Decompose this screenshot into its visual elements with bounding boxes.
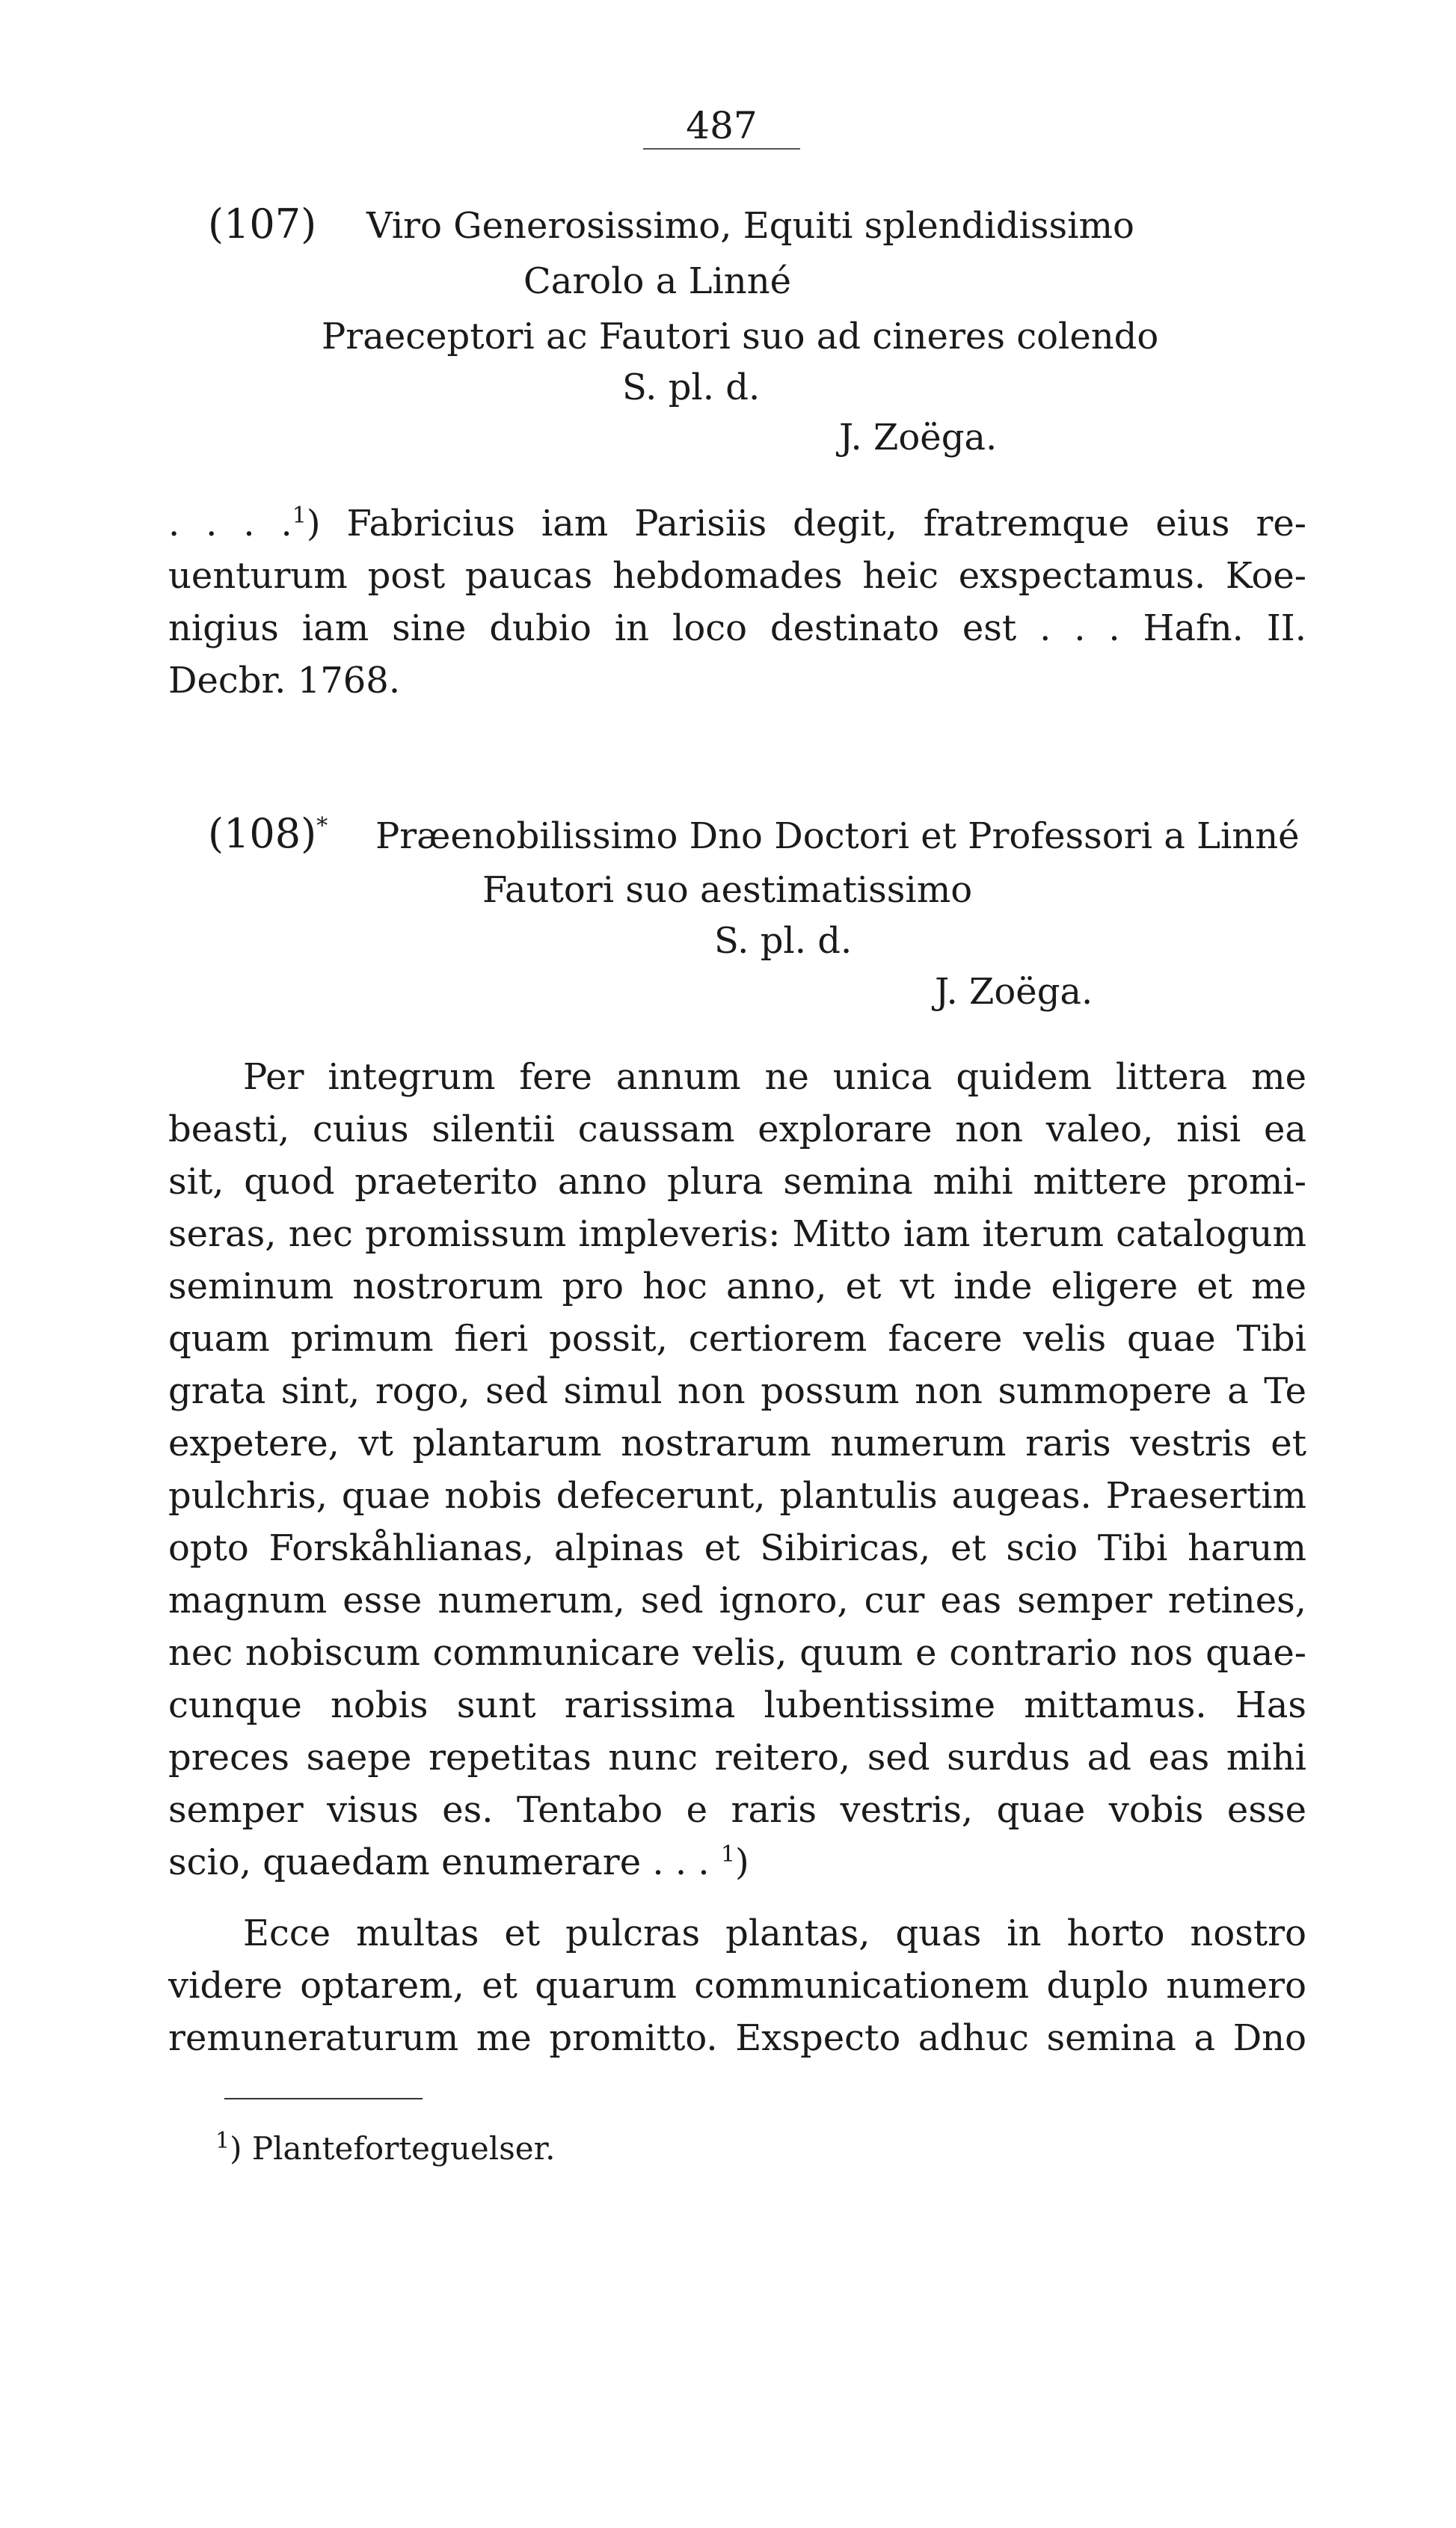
- letter-108-body-line: scio, quaedam enumerare . . . $^1$): [168, 1841, 749, 1883]
- letter-108-body-line: Per integrum fere annum ne unica quidem littera me: [243, 1056, 1306, 1098]
- letter-107-heading-line: Praeceptori ac Fautori suo ad cineres colendo: [322, 316, 1159, 358]
- page-number: 487: [643, 103, 800, 150]
- letter-108-body-line: videre optarem, et quarum communicationem duplo numero: [168, 1965, 1306, 2007]
- letter-108-body-line: nec nobiscum communicare velis, quum e contrario nos quae-: [168, 1632, 1306, 1674]
- letter-107-body-line: Decbr. 1768.: [168, 660, 401, 702]
- footnote-marker: 1: [215, 2128, 230, 2154]
- letter-108-body-line: quam primum fieri possit, certiorem facere velis quae Tibi: [168, 1318, 1306, 1360]
- letter-108-heading-line: Fautori suo aestimatissimo: [482, 869, 973, 911]
- letter-107-number: (107): [208, 200, 317, 248]
- letter-107-body-line: uenturum post paucas hebdomades heic exspectamus. Koe-: [168, 555, 1306, 597]
- letter-107-heading-line: Viro Generosissimo, Equiti splendidissimo: [366, 205, 1134, 247]
- footnote-ref: 1: [292, 503, 307, 529]
- letter-108-body-line: seras, nec promissum impleveris: Mitto iam iterum catalogum: [168, 1213, 1306, 1255]
- letter-108-body-line: expetere, vt plantarum nostrarum numerum raris vestris et: [168, 1423, 1306, 1464]
- footnote-ref: 1: [720, 1841, 736, 1868]
- letter-108-signature: J. Zoëga.: [935, 971, 1093, 1013]
- footnote-rule: [224, 2098, 423, 2099]
- letter-108-body-line: cunque nobis sunt rarissima lubentissime mittamus. Has: [168, 1684, 1306, 1726]
- footnote-text: Planteforteguelser.: [251, 2130, 556, 2167]
- letter-108-body-line: beasti, cuius silentii caussam explorare non valeo, nisi ea: [168, 1108, 1306, 1150]
- letter-108-body-line: seminum nostrorum pro hoc anno, et vt inde eligere et me: [168, 1265, 1306, 1307]
- letter-108-body-line: opto Forskåhlianas, alpinas et Sibiricas, et scio Tibi harum: [168, 1527, 1306, 1569]
- letter-107-salutation: S. pl. d.: [622, 366, 761, 408]
- letter-107-body-line: nigius iam sine dubio in loco destinato est . . . Hafn. II.: [168, 607, 1306, 649]
- letter-108-body-line: grata sint, rogo, sed simul non possum non summopere a Te: [168, 1370, 1306, 1412]
- letter-108-number: (108)*: [208, 810, 328, 857]
- letter-108-body-line: remuneraturum me promitto. Exspecto adhuc semina a Dno: [168, 2017, 1306, 2059]
- letter-108-salutation: S. pl. d.: [714, 920, 853, 962]
- letter-108-body-line: sit, quod praeterito anno plura semina mihi mittere promi-: [168, 1161, 1306, 1203]
- letter-107-heading-line: Carolo a Linné: [523, 260, 792, 302]
- letter-108-body-line: preces saepe repetitas nunc reitero, sed surdus ad eas mihi: [168, 1737, 1306, 1779]
- letter-108-heading-line: Præenobilissimo Dno Doctori et Professori a Linné: [375, 815, 1300, 857]
- letter-107-signature: J. Zoëga.: [839, 417, 998, 458]
- footnote: $^1$) Planteforteguelser.: [215, 2128, 556, 2167]
- letter-108-body-line: magnum esse numerum, sed ignoro, cur eas semper retines,: [168, 1580, 1306, 1622]
- letter-108-body-line: pulchris, quae nobis defecerunt, plantulis augeas. Praesertim: [168, 1475, 1306, 1517]
- letter-108-body-line: semper visus es. Tentabo e raris vestris, quae vobis esse: [168, 1789, 1306, 1831]
- letter-107-body-line: . . . .$^1$) Fabricius iam Parisiis degit, fratremque eius re-: [168, 503, 1307, 544]
- letter-108-body-line: Ecce multas et pulcras plantas, quas in horto nostro: [243, 1912, 1306, 1954]
